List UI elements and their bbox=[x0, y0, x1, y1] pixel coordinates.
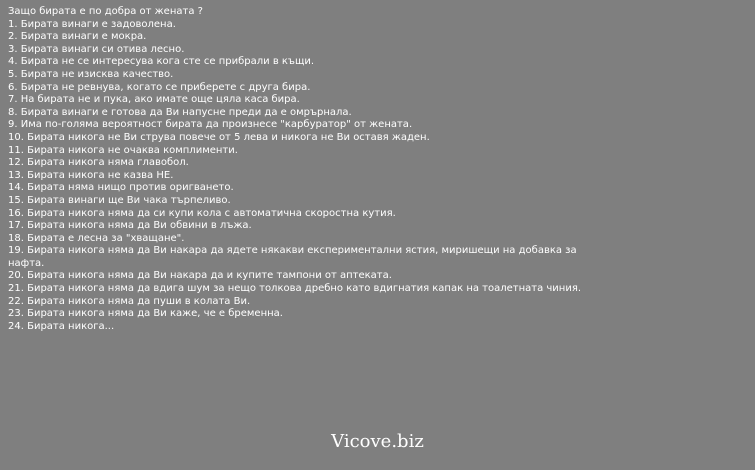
list-item: 15. Бирата винаги ще Ви чака търпеливо. bbox=[8, 194, 231, 206]
joke-text-block bbox=[8, 6, 608, 333]
list-item: 17. Бирата никога няма да Ви обвини в лъжа. bbox=[8, 220, 252, 232]
list-item: 11. Бирата никога не очаква комплименти. bbox=[8, 144, 238, 156]
list-item: 24. Бирата никога... bbox=[8, 320, 115, 332]
joke-list bbox=[8, 19, 608, 334]
list-item: 23. Бирата никога няма да Ви каже, че е бременна. bbox=[8, 308, 283, 320]
list-item: 21. Бирата никога няма да вдига шум за нещо толкова дребно като вдигнатия капак на тоалетната чиния. bbox=[8, 283, 582, 295]
list-item: 22. Бирата никога няма да пуши в колата Ви. bbox=[8, 295, 251, 307]
list-item: 12. Бирата никога няма главобол. bbox=[8, 157, 189, 169]
list-item: 16. Бирата никога няма да си купи кола с автоматична скоростна кутия. bbox=[8, 207, 396, 219]
list-item: 20. Бирата никога няма да Ви накара да и купите тампони от аптеката. bbox=[8, 270, 392, 282]
list-item: 1. Бирата винаги е задоволена. bbox=[8, 18, 176, 30]
list-item: 5. Бирата не изисква качество. bbox=[8, 68, 174, 80]
list-item: 3. Бирата винаги си отива лесно. bbox=[8, 43, 185, 55]
list-item: 19. Бирата никога няма да Ви накара да ядете някакви експериментални ястия, миришещи на добавка за нафта. bbox=[8, 245, 577, 269]
list-item: 8. Бирата винаги е готова да Ви напусне преди да е омрърнала. bbox=[8, 106, 352, 118]
list-item: 2. Бирата винаги е мокра. bbox=[8, 31, 147, 43]
list-item: 4. Бирата не се интересува кога сте се прибрали в къщи. bbox=[8, 56, 315, 68]
list-item: 7. На бирата не и пука, ако имате още цяла каса бира. bbox=[8, 94, 300, 106]
joke-title: Защо бирата е по добра от жената ? bbox=[8, 6, 203, 17]
list-item: 9. Има по-голяма вероятност бирата да произнесе "карбуратор" от жената. bbox=[8, 119, 413, 131]
list-item: 6. Бирата не ревнува, когато се приберете с друга бира. bbox=[8, 81, 311, 93]
list-item: 13. Бирата никога не казва НЕ. bbox=[8, 169, 174, 181]
list-item: 14. Бирата няма нищо против оригването. bbox=[8, 182, 234, 194]
site-watermark: Vicove.biz bbox=[331, 431, 424, 452]
list-item: 18. Бирата е лесна за "хващане". bbox=[8, 232, 185, 244]
list-item: 10. Бирата никога не Ви струва повече от 5 лева и никога не Ви оставя жаден. bbox=[8, 131, 430, 143]
